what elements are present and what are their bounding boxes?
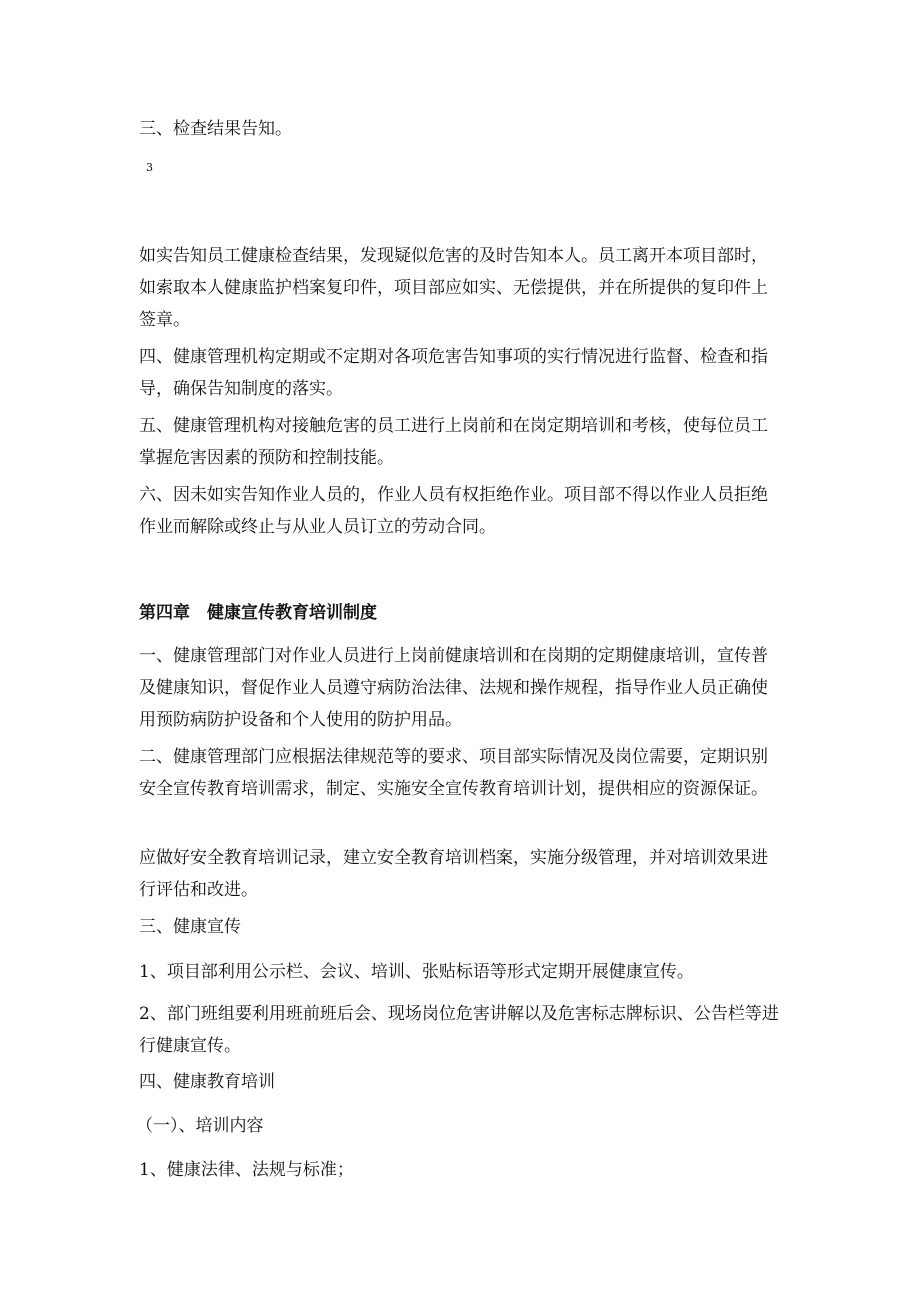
paragraph-training-records: 应做好安全教育培训记录，建立安全教育培训档案，实施分级管理，并对培训效果进行评估和改进。 <box>139 848 768 900</box>
heading-health-education: 四、健康教育培训 <box>139 1072 275 1092</box>
chapter-four-heading: 第四章 健康宣传教育培训制度 <box>139 603 377 623</box>
paragraph-section-four: 四、健康管理机构定期或不定期对各项危害告知事项的实行情况进行监督、检查和指导，确保告知制度的落实。 <box>139 347 768 399</box>
paragraph-chapter4-one: 一、健康管理部门对作业人员进行上岗前健康培训和在岗期的定期健康培训，宣传普及健康知识，督促作业人员遵守病防治法律、法规和操作规程，指导作业人员正确使用预防病防护设备和个人使用的防护用品。 <box>139 646 768 730</box>
section-three-check-results: 三、检查结果告知。 <box>139 119 292 139</box>
paragraph-section-six: 六、因未如实告知作业人员的，作业人员有权拒绝作业。项目部不得以作业人员拒绝作业而解除或终止与从业人员订立的劳动合同。 <box>139 485 768 537</box>
paragraph-section-five: 五、健康管理机构对接触危害的员工进行上岗前和在岗定期培训和考核，使每位员工掌握危害因素的预防和控制技能。 <box>139 416 768 468</box>
list-item-training-1: 1、健康法律、法规与标准； <box>139 1160 354 1180</box>
list-item-promotion-2: 2、部门班组要利用班前班后会、现场岗位危害讲解以及危害标志牌标识、公告栏等进行健康宣传。 <box>139 1004 779 1056</box>
page-number: 3 <box>146 161 153 174</box>
paragraph-inform-results: 如实告知员工健康检查结果，发现疑似危害的及时告知本人。员工离开本项目部时，如索取本人健康监护档案复印件，项目部应如实、无偿提供，并在所提供的复印件上签章。 <box>139 246 768 330</box>
heading-training-content: （一）、培训内容 <box>136 1116 264 1136</box>
paragraph-chapter4-two: 二、健康管理部门应根据法律规范等的要求、项目部实际情况及岗位需要，定期识别安全宣传教育培训需求，制定、实施安全宣传教育培训计划，提供相应的资源保证。 <box>139 747 768 799</box>
list-item-promotion-1: 1、项目部利用公示栏、会议、培训、张贴标语等形式定期开展健康宣传。 <box>139 962 694 982</box>
heading-health-promotion: 三、健康宣传 <box>139 917 241 937</box>
